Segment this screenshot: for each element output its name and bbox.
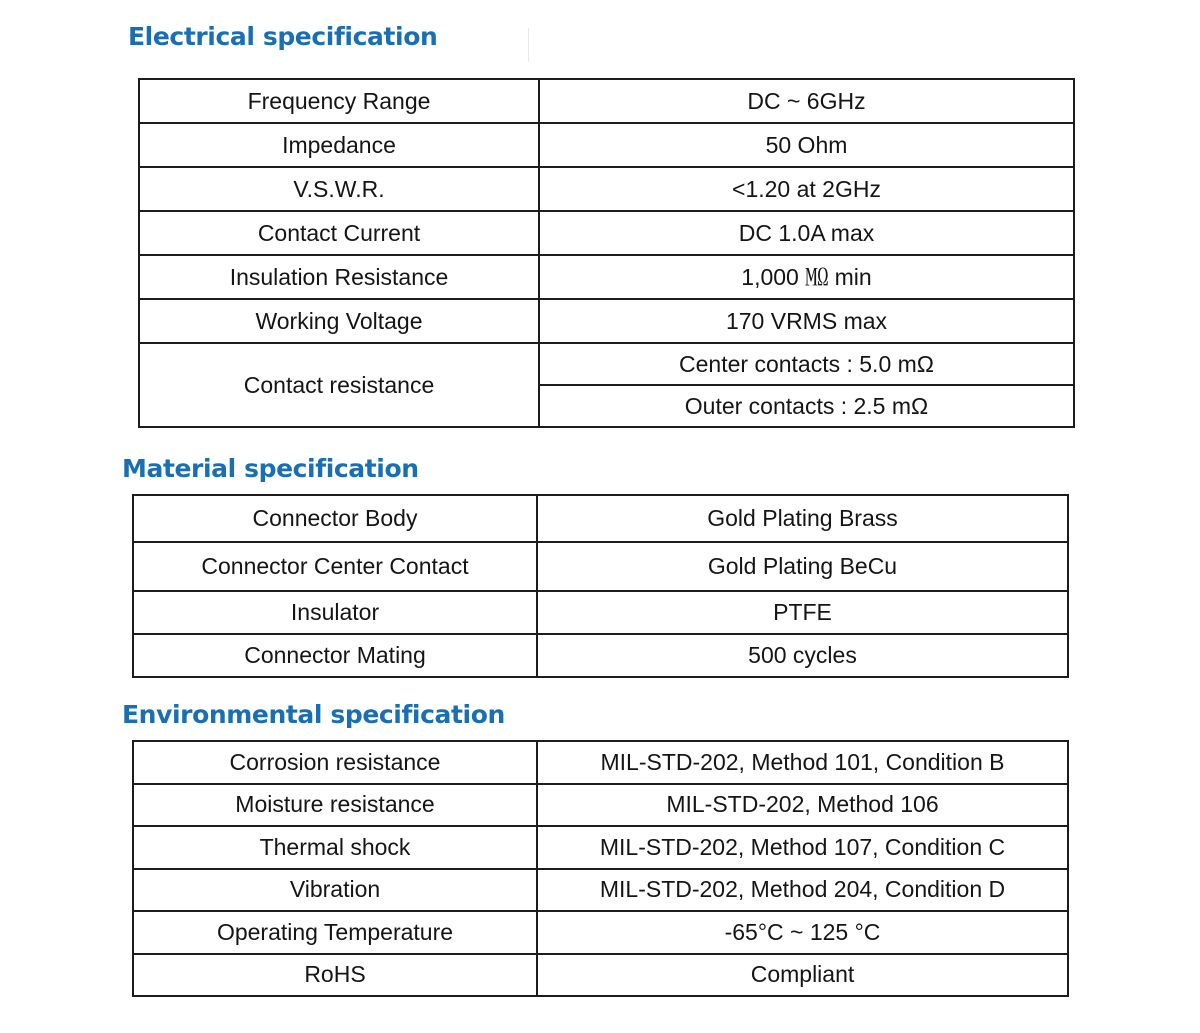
environmental-spec-title: Environmental specification: [122, 700, 505, 729]
spec-value: MIL-STD-202, Method 107, Condition C: [537, 826, 1068, 869]
table-row: [139, 123, 1074, 167]
spec-label: Corrosion resistance: [133, 741, 537, 784]
table-row: [133, 741, 1068, 784]
table-row: [133, 591, 1068, 634]
spec-label: RoHS: [133, 954, 537, 997]
spec-label: Vibration: [133, 869, 537, 912]
table-row: [139, 343, 1074, 385]
spec-value: -65°C ~ 125 °C: [537, 911, 1068, 954]
spec-value: MIL-STD-202, Method 101, Condition B: [537, 741, 1068, 784]
spec-value: <1.20 at 2GHz: [539, 167, 1074, 211]
spec-label: Insulation Resistance: [139, 255, 539, 299]
spec-value: DC 1.0A max: [539, 211, 1074, 255]
spec-value: Center contacts : 5.0 mΩ: [539, 343, 1074, 385]
spec-label: Moisture resistance: [133, 784, 537, 827]
table-row: [139, 79, 1074, 123]
table-row: [133, 784, 1068, 827]
spec-value: 1,000 ㏁ min: [539, 255, 1074, 299]
spec-label: Contact resistance: [139, 343, 539, 427]
table-row: [133, 542, 1068, 591]
table-row: [139, 211, 1074, 255]
spec-value: PTFE: [537, 591, 1068, 634]
spec-label: Connector Center Contact: [133, 542, 537, 591]
table-row: [139, 255, 1074, 299]
table-row: [139, 299, 1074, 343]
table-row: [133, 954, 1068, 997]
spec-value: 50 Ohm: [539, 123, 1074, 167]
spec-label: Contact Current: [139, 211, 539, 255]
spec-value: Gold Plating Brass: [537, 495, 1068, 542]
table-row: [133, 911, 1068, 954]
spec-value: Gold Plating BeCu: [537, 542, 1068, 591]
spec-label: Frequency Range: [139, 79, 539, 123]
spec-label: V.S.W.R.: [139, 167, 539, 211]
divider-mark: [528, 28, 529, 62]
spec-label: Working Voltage: [139, 299, 539, 343]
spec-label: Thermal shock: [133, 826, 537, 869]
spec-label: Insulator: [133, 591, 537, 634]
electrical-spec-title: Electrical specification: [128, 22, 438, 51]
spec-value: Compliant: [537, 954, 1068, 997]
spec-value: 500 cycles: [537, 634, 1068, 677]
spec-value: 170 VRMS max: [539, 299, 1074, 343]
spec-label: Operating Temperature: [133, 911, 537, 954]
spec-label: Connector Body: [133, 495, 537, 542]
electrical-spec-table: [138, 78, 1075, 428]
table-row: [139, 167, 1074, 211]
material-spec-table: [132, 494, 1069, 678]
table-row: [133, 869, 1068, 912]
spec-value: Outer contacts : 2.5 mΩ: [539, 385, 1074, 427]
spec-label: Impedance: [139, 123, 539, 167]
table-row: [133, 495, 1068, 542]
table-row: [133, 826, 1068, 869]
environmental-spec-table: [132, 740, 1069, 997]
table-row: [133, 634, 1068, 677]
material-spec-title: Material specification: [122, 454, 419, 483]
spec-label: Connector Mating: [133, 634, 537, 677]
spec-value: DC ~ 6GHz: [539, 79, 1074, 123]
spec-value: MIL-STD-202, Method 204, Condition D: [537, 869, 1068, 912]
spec-value: MIL-STD-202, Method 106: [537, 784, 1068, 827]
